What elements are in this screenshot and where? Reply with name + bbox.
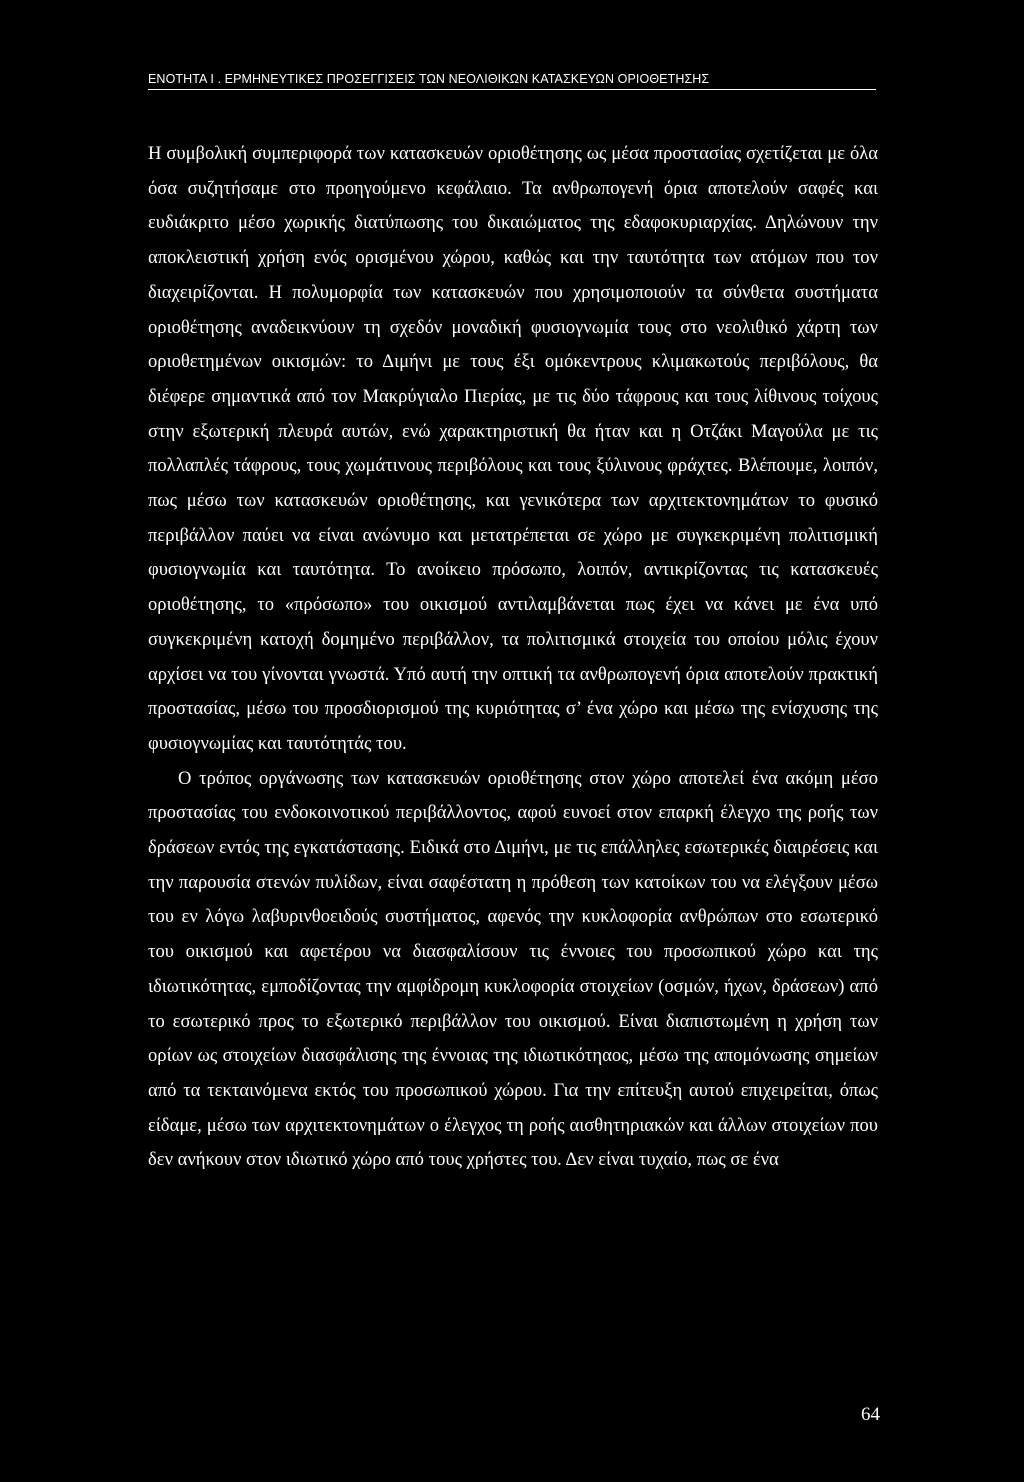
paragraph-2: Ο τρόπος οργάνωσης των κατασκευών οριοθέτησης στον χώρο αποτελεί ένα ακόμη μέσο προστασίας του ενδοκοινοτικού περιβάλλοντος, αφού ευνοεί στον επαρκή έλεγχο της ροής των δράσεων εντός της εγκατάστασης. Ειδικά στο Διμήνι, με τις επάλληλες εσωτερικές διαιρέσεις και την παρουσία στενών πυλίδων, είναι σαφέστατη η πρόθεση των κατοίκων του να ελέγξουν μέσω του εν λόγω λαβυρινθοειδούς συστήματος, αφενός την κυκλοφορία ανθρώπων στο εσωτερικό του οικισμού και αφετέρου να διασφαλίσουν τις έννοιες του προσωπικού χώρο και της ιδιωτικότητας, εμποδίζοντας την αμφίδρομη κυκλοφορία στοιχείων (οσμών, ήχων, δράσεων) από το εσωτερικό προς το εξωτερικό περιβάλλον του οικισμού. Είναι διαπιστωμένη η χρήση των ορίων ως στοιχείων διασφάλισης της έννοιας της ιδιωτικότηαος, μέσω της απομόνωσης σημείων από τα τεκταινόμενα εκτός του προσωπικού χώρου. Για την επίτευξη αυτού επιχειρείται, όπως είδαμε, μέσω των αρχιτεκτονημάτων ο έλεγχος τη ροής αισθητηριακών και άλλων στοιχείων που δεν ανήκουν στον ιδιωτικό χώρο από τους χρήστες του. Δεν είναι τυχαίο, πως σε ένα [148,767,878,1171]
body-text [148,137,878,1178]
page-number: 64 [861,1404,880,1425]
running-header: ΕΝΟΤΗΤΑ Ι . ΕΡΜΗΝΕΥΤΙΚΕΣ ΠΡΟΣΕΓΓΙΣΕΙΣ ΤΩΝ ΝΕΟΛΙΘΙΚΩΝ ΚΑΤΑΣΚΕΥΩΝ ΟΡΙΟΘΕΤΗΣΗΣ [148,70,876,90]
paragraph-1: Η συμβολική συμπεριφορά των κατασκευών οριοθέτησης ως μέσα προστασίας σχετίζεται με όλα όσα συζητήσαμε στο προηγούμενο κεφάλαιο. Τα ανθρωπογενή όρια αποτελούν σαφές και ευδιάκριτο μέσο χωρικής διατύπωσης του δικαιώματος της εδαφοκυριαρχίας. Δηλώνουν την αποκλειστική χρήση ενός ορισμένου χώρου, καθώς και την ταυτότητα των ατόμων που τον διαχειρίζονται. Η πολυμορφία των κατασκευών που χρησιμοποιούν τα σύνθετα συστήματα οριοθέτησης αναδεικνύουν τη σχεδόν μοναδική φυσιογνωμία τους στο νεολιθικό χάρτη των οριοθετημένων οικισμών: το Διμήνι με τους έξι ομόκεντρους κλιμακωτούς περιβόλους, θα διέφερε σημαντικά από τον Μακρύγιαλο Πιερίας, με τις δύο τάφρους και τους λίθινους τοίχους στην εξωτερική πλευρά αυτών, ενώ χαρακτηριστική θα ήταν και η Οτζάκι Μαγούλα με τις πολλαπλές τάφρους, τους χωμάτινους περιβόλους και τους ξύλινους φράχτες. Βλέπουμε, λοιπόν, πως μέσω των κατασκευών οριοθέτησης, και γενικότερα των αρχιτεκτονημάτων το φυσικό περιβάλλον παύει να είναι ανώνυμο και μετατρέπεται σε χώρο με συγκεκριμένη πολιτισμική φυσιογνωμία και ταυτότητα. Το ανοίκειο πρόσωπο, λοιπόν, αντικρίζοντας τις κατασκευές οριοθέτησης, το «πρόσωπο» του οικισμού αντιλαμβάνεται πως έχει να κάνει με ένα υπό συγκεκριμένη κατοχή δομημένο περιβάλλον, τα πολιτισμικά στοιχεία του οποίου μόλις έχουν αρχίσει να του γίνονται γνωστά. Υπό αυτή την οπτική τα ανθρωπογενή όρια αποτελούν πρακτική προστασίας, μέσω του προσδιορισμού της κυριότητας σ’ ένα χώρο και μέσω της ενίσχυσης της φυσιογνωμίας και ταυτότητάς του. [148,143,878,754]
